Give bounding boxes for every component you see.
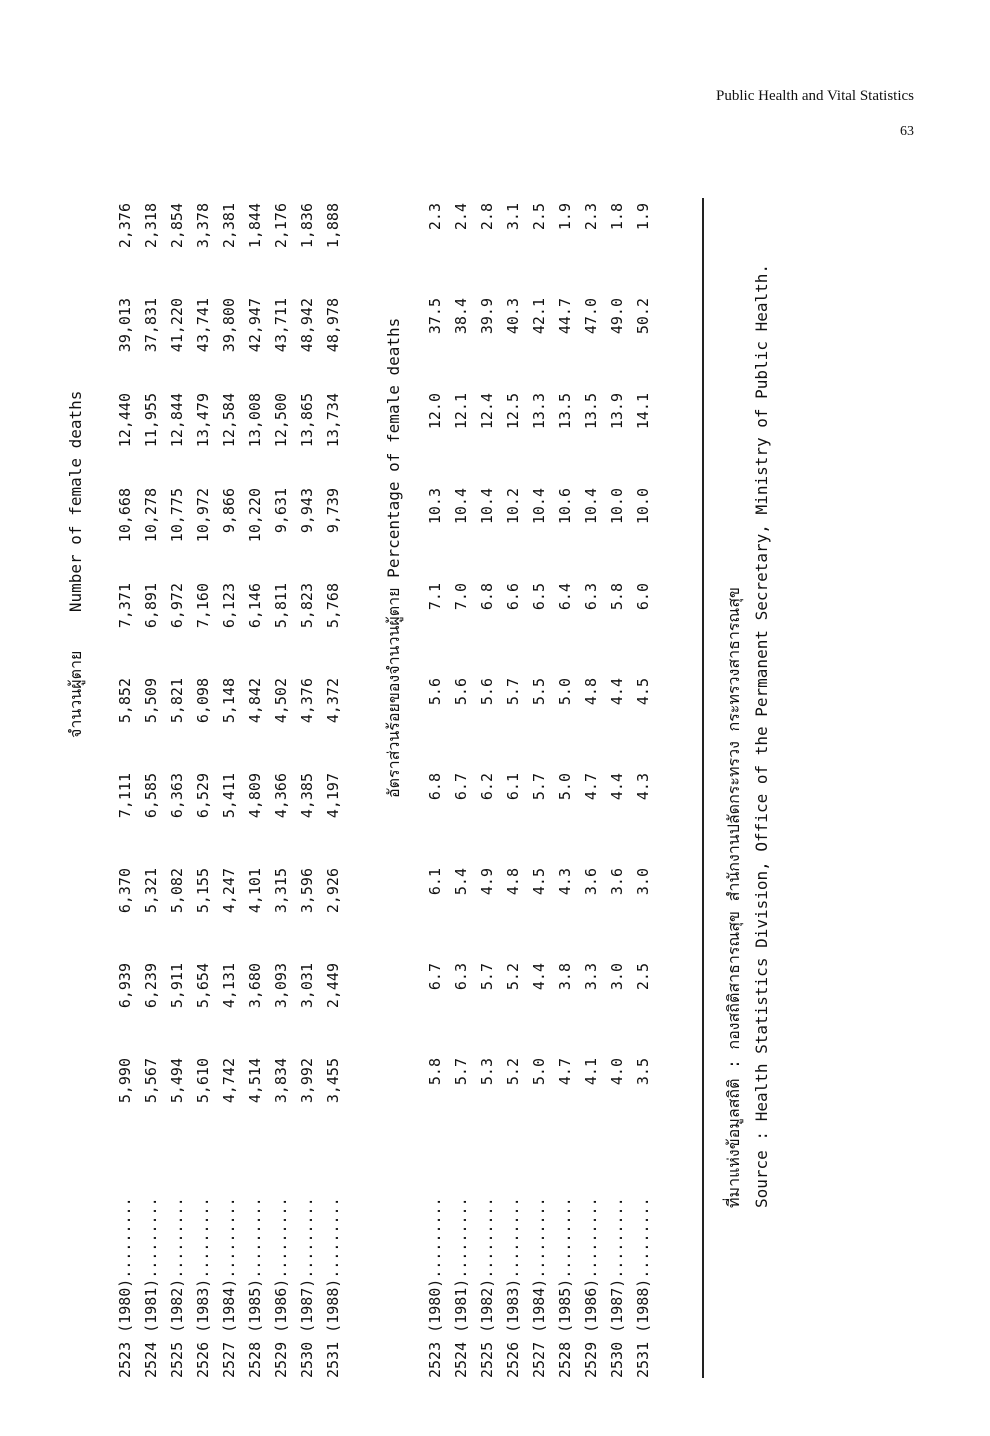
- table-bottom-rule: [702, 198, 704, 1378]
- table-cell: 5.6: [452, 678, 470, 706]
- table-cell: 2.5: [530, 203, 548, 231]
- data-column: [422, 203, 656, 273]
- table-cell: 6.8: [426, 773, 444, 801]
- years-block-percent: [422, 1148, 656, 1378]
- table-cell: 42,947: [246, 298, 264, 353]
- table-cell: 4.5: [634, 678, 652, 706]
- table-cell: 2.8: [478, 203, 496, 231]
- table-cell: 5,155: [194, 868, 212, 914]
- table-cell: 7.1: [426, 583, 444, 611]
- table-cell: 4.4: [608, 678, 626, 706]
- table-cell: 9,866: [220, 488, 238, 534]
- table-cell: 37,831: [142, 298, 160, 353]
- table-cell: 6.5: [530, 583, 548, 611]
- table-cell: 10.4: [530, 488, 548, 525]
- table-cell: 43,741: [194, 298, 212, 353]
- table-cell: 6.3: [452, 963, 470, 991]
- table-cell: 6,939: [116, 963, 134, 1009]
- table-cell: 10,278: [142, 488, 160, 543]
- year-label: 2525 (1982).........: [168, 1197, 186, 1378]
- table-cell: 38.4: [452, 298, 470, 335]
- table-cell: 10.3: [426, 488, 444, 525]
- table-cell: 48,942: [298, 298, 316, 353]
- table-cell: 13.5: [556, 393, 574, 430]
- table-cell: 5.7: [530, 773, 548, 801]
- table-cell: 5.6: [426, 678, 444, 706]
- table-cell: 3,596: [298, 868, 316, 914]
- data-column: [422, 583, 656, 653]
- year-label: 2531 (1988).........: [324, 1197, 342, 1378]
- table-cell: 4.9: [478, 868, 496, 896]
- table-cell: 13,479: [194, 393, 212, 448]
- table-cell: 10.2: [504, 488, 522, 525]
- table-cell: 7,160: [194, 583, 212, 629]
- table-cell: 5,082: [168, 868, 186, 914]
- table-cell: 6.7: [426, 963, 444, 991]
- data-column: [112, 583, 346, 653]
- year-label: 2528 (1985).........: [246, 1197, 264, 1378]
- table-cell: 4.8: [582, 678, 600, 706]
- table-cell: 4.3: [634, 773, 652, 801]
- table-cell: 3.0: [608, 963, 626, 991]
- table-cell: 5,852: [116, 678, 134, 724]
- year-label: 2523 (1980).........: [116, 1197, 134, 1378]
- data-column: [422, 393, 656, 463]
- table-cell: 3,680: [246, 963, 264, 1009]
- table-cell: 3.3: [582, 963, 600, 991]
- table-cell: 2.4: [452, 203, 470, 231]
- table-cell: 5.7: [452, 1058, 470, 1086]
- table-cell: 12.1: [452, 393, 470, 430]
- table-cell: 5.2: [504, 1058, 522, 1086]
- table-cell: 6.6: [504, 583, 522, 611]
- table-cell: 12,500: [272, 393, 290, 448]
- table-cell: 13,734: [324, 393, 342, 448]
- running-header: Public Health and Vital Statistics: [716, 88, 914, 104]
- table-cell: 5.5: [530, 678, 548, 706]
- table-cell: 10.4: [582, 488, 600, 525]
- table-cell: 37.5: [426, 298, 444, 335]
- data-column: [112, 868, 346, 938]
- table-cell: 4,101: [246, 868, 264, 914]
- table-cell: 4,376: [298, 678, 316, 724]
- table-cell: 10,972: [194, 488, 212, 543]
- table-cell: 12,440: [116, 393, 134, 448]
- table-cell: 5.3: [478, 1058, 496, 1086]
- table-cell: 4.0: [608, 1058, 626, 1086]
- table-cell: 7,111: [116, 773, 134, 819]
- table-cell: 3.1: [504, 203, 522, 231]
- table-cell: 6,363: [168, 773, 186, 819]
- section-number-title: [64, 391, 89, 738]
- table-cell: 6.0: [634, 583, 652, 611]
- table-cell: 5.7: [478, 963, 496, 991]
- table-cell: 7,371: [116, 583, 134, 629]
- table-cell: 3,315: [272, 868, 290, 914]
- table-cell: 5,821: [168, 678, 186, 724]
- table-cell: 6,146: [246, 583, 264, 629]
- year-label: 2531 (1988).........: [634, 1197, 652, 1378]
- table-cell: 2,176: [272, 203, 290, 249]
- table-cell: 14.1: [634, 393, 652, 430]
- table-cell: 5.8: [608, 583, 626, 611]
- table-cell: 1.9: [556, 203, 574, 231]
- year-label: 2529 (1986).........: [272, 1197, 290, 1378]
- table-cell: 1,836: [298, 203, 316, 249]
- table-cell: 6.3: [582, 583, 600, 611]
- table-cell: 10.4: [452, 488, 470, 525]
- table-cell: 6,098: [194, 678, 212, 724]
- year-label: 2528 (1985).........: [556, 1197, 574, 1378]
- table-cell: 1,844: [246, 203, 264, 249]
- table-cell: 6.2: [478, 773, 496, 801]
- table-cell: 2,318: [142, 203, 160, 249]
- table-cell: 5.0: [556, 678, 574, 706]
- table-cell: 13.3: [530, 393, 548, 430]
- table-cell: 3,031: [298, 963, 316, 1009]
- table-cell: 5,567: [142, 1058, 160, 1104]
- table-cell: 12,844: [168, 393, 186, 448]
- table-cell: 6,529: [194, 773, 212, 819]
- data-column: [112, 963, 346, 1033]
- table-cell: 11,955: [142, 393, 160, 448]
- table-cell: 3.6: [608, 868, 626, 896]
- table-cell: 6,370: [116, 868, 134, 914]
- table-cell: 10,220: [246, 488, 264, 543]
- table-cell: 10,668: [116, 488, 134, 543]
- table-cell: 49.0: [608, 298, 626, 335]
- table-cell: 42.1: [530, 298, 548, 335]
- table-cell: 5,509: [142, 678, 160, 724]
- rotated-statistics-table: [62, 128, 892, 1378]
- table-cell: 5.4: [452, 868, 470, 896]
- table-cell: 5,768: [324, 583, 342, 629]
- table-cell: 3.0: [634, 868, 652, 896]
- data-column: [422, 488, 656, 558]
- data-column: [112, 393, 346, 463]
- section-percent-title-thai: อัตราส่วนร้อยของจำนวนผู้ตาย: [384, 587, 403, 798]
- table-cell: 4,247: [220, 868, 238, 914]
- table-cell: 12.5: [504, 393, 522, 430]
- data-column: [422, 678, 656, 748]
- year-label: 2524 (1981).........: [142, 1197, 160, 1378]
- table-cell: 5,823: [298, 583, 316, 629]
- table-cell: 41,220: [168, 298, 186, 353]
- table-cell: 1.9: [634, 203, 652, 231]
- table-cell: 2,381: [220, 203, 238, 249]
- table-cell: 47.0: [582, 298, 600, 335]
- table-cell: 4.7: [582, 773, 600, 801]
- section-number-title-thai: จำนวนผู้ตาย: [66, 650, 85, 738]
- year-label: 2524 (1981).........: [452, 1197, 470, 1378]
- table-cell: 6,585: [142, 773, 160, 819]
- page-number: 63: [900, 124, 914, 139]
- table-cell: 2.5: [634, 963, 652, 991]
- table-cell: 4.4: [530, 963, 548, 991]
- table-cell: 10.4: [478, 488, 496, 525]
- table-cell: 48,978: [324, 298, 342, 353]
- table-cell: 5,911: [168, 963, 186, 1009]
- table-cell: 2.3: [582, 203, 600, 231]
- section-percent-title: [382, 318, 407, 798]
- table-cell: 5.8: [426, 1058, 444, 1086]
- table-cell: 4,197: [324, 773, 342, 819]
- table-cell: 13.9: [608, 393, 626, 430]
- table-cell: 5,811: [272, 583, 290, 629]
- data-column: [112, 298, 346, 368]
- table-cell: 6.1: [504, 773, 522, 801]
- table-cell: 3,992: [298, 1058, 316, 1104]
- table-cell: 5,494: [168, 1058, 186, 1104]
- table-cell: 39,800: [220, 298, 238, 353]
- table-cell: 6.7: [452, 773, 470, 801]
- data-column: [112, 678, 346, 748]
- table-cell: 12,584: [220, 393, 238, 448]
- table-cell: 3,455: [324, 1058, 342, 1104]
- table-cell: 9,739: [324, 488, 342, 534]
- table-cell: 5,654: [194, 963, 212, 1009]
- table-cell: 13,865: [298, 393, 316, 448]
- data-column: [422, 773, 656, 843]
- table-cell: 5.6: [478, 678, 496, 706]
- table-cell: 6,239: [142, 963, 160, 1009]
- table-cell: 10.0: [608, 488, 626, 525]
- data-column: [112, 1058, 346, 1128]
- table-cell: 44.7: [556, 298, 574, 335]
- table-cell: 13,008: [246, 393, 264, 448]
- table-cell: 39,013: [116, 298, 134, 353]
- year-label: 2530 (1987).........: [298, 1197, 316, 1378]
- table-cell: 3,093: [272, 963, 290, 1009]
- table-cell: 3.8: [556, 963, 574, 991]
- data-column: [422, 298, 656, 368]
- table-cell: 5,148: [220, 678, 238, 724]
- section-number-title-en: Number of female deaths: [66, 390, 85, 613]
- table-cell: 43,711: [272, 298, 290, 353]
- table-cell: 4,502: [272, 678, 290, 724]
- table-cell: 39.9: [478, 298, 496, 335]
- data-column: [112, 203, 346, 273]
- table-cell: 3.5: [634, 1058, 652, 1086]
- table-cell: 10,775: [168, 488, 186, 543]
- data-column: [422, 868, 656, 938]
- data-column: [112, 488, 346, 558]
- table-cell: 2,854: [168, 203, 186, 249]
- data-column: [422, 963, 656, 1033]
- table-cell: 4,809: [246, 773, 264, 819]
- table-cell: 40.3: [504, 298, 522, 335]
- table-cell: 2,449: [324, 963, 342, 1009]
- table-cell: 6.4: [556, 583, 574, 611]
- data-column: [112, 773, 346, 843]
- year-label: 2530 (1987).........: [608, 1197, 626, 1378]
- section-percent-title-en: Percentage of female deaths: [384, 317, 403, 578]
- table-cell: 4.7: [556, 1058, 574, 1086]
- table-cell: 4,366: [272, 773, 290, 819]
- year-label: 2526 (1983).........: [504, 1197, 522, 1378]
- table-cell: 4.4: [608, 773, 626, 801]
- table-cell: 2.3: [426, 203, 444, 231]
- year-label: 2526 (1983).........: [194, 1197, 212, 1378]
- table-cell: 10.0: [634, 488, 652, 525]
- years-block-number: [112, 1148, 346, 1378]
- table-cell: 5.7: [504, 678, 522, 706]
- table-cell: 2,376: [116, 203, 134, 249]
- table-cell: 50.2: [634, 298, 652, 335]
- table-cell: 12.4: [478, 393, 496, 430]
- table-cell: 4,842: [246, 678, 264, 724]
- table-cell: 7.0: [452, 583, 470, 611]
- year-label: 2525 (1982).........: [478, 1197, 496, 1378]
- table-cell: 4,131: [220, 963, 238, 1009]
- table-cell: 6.1: [426, 868, 444, 896]
- table-cell: 6,891: [142, 583, 160, 629]
- table-cell: 4.8: [504, 868, 522, 896]
- table-cell: 5,610: [194, 1058, 212, 1104]
- table-cell: 4,742: [220, 1058, 238, 1104]
- source-en: Source : Health Statistics Division, Office of the Permanent Secretary, Ministry of Public Health.: [752, 263, 771, 1208]
- table-cell: 5.2: [504, 963, 522, 991]
- table-cell: 2,926: [324, 868, 342, 914]
- table-cell: 6,972: [168, 583, 186, 629]
- table-cell: 4,514: [246, 1058, 264, 1104]
- table-cell: 3,834: [272, 1058, 290, 1104]
- source-thai: ที่มาแห่งข้อมูลสถิติ : กองสถิติสาธารณสุข สำนักงานปลัดกระทรวง กระทรวงสาธารณสุข: [724, 587, 743, 1208]
- year-label: 2529 (1986).........: [582, 1197, 600, 1378]
- table-cell: 10.6: [556, 488, 574, 525]
- table-cell: 6.8: [478, 583, 496, 611]
- table-cell: 5,411: [220, 773, 238, 819]
- table-cell: 5.0: [530, 1058, 548, 1086]
- table-cell: 5.0: [556, 773, 574, 801]
- table-cell: 4.1: [582, 1058, 600, 1086]
- data-column: [422, 1058, 656, 1128]
- table-cell: 1,888: [324, 203, 342, 249]
- table-cell: 3.6: [582, 868, 600, 896]
- table-cell: 12.0: [426, 393, 444, 430]
- table-cell: 13.5: [582, 393, 600, 430]
- table-cell: 9,631: [272, 488, 290, 534]
- table-cell: 3,378: [194, 203, 212, 249]
- table-cell: 4.3: [556, 868, 574, 896]
- table-cell: 6,123: [220, 583, 238, 629]
- table-cell: 5,321: [142, 868, 160, 914]
- table-cell: 4,385: [298, 773, 316, 819]
- table-cell: 4,372: [324, 678, 342, 724]
- table-cell: 9,943: [298, 488, 316, 534]
- table-cell: 1.8: [608, 203, 626, 231]
- table-cell: 5,990: [116, 1058, 134, 1104]
- year-label: 2523 (1980).........: [426, 1197, 444, 1378]
- year-label: 2527 (1984).........: [530, 1197, 548, 1378]
- year-label: 2527 (1984).........: [220, 1197, 238, 1378]
- table-cell: 4.5: [530, 868, 548, 896]
